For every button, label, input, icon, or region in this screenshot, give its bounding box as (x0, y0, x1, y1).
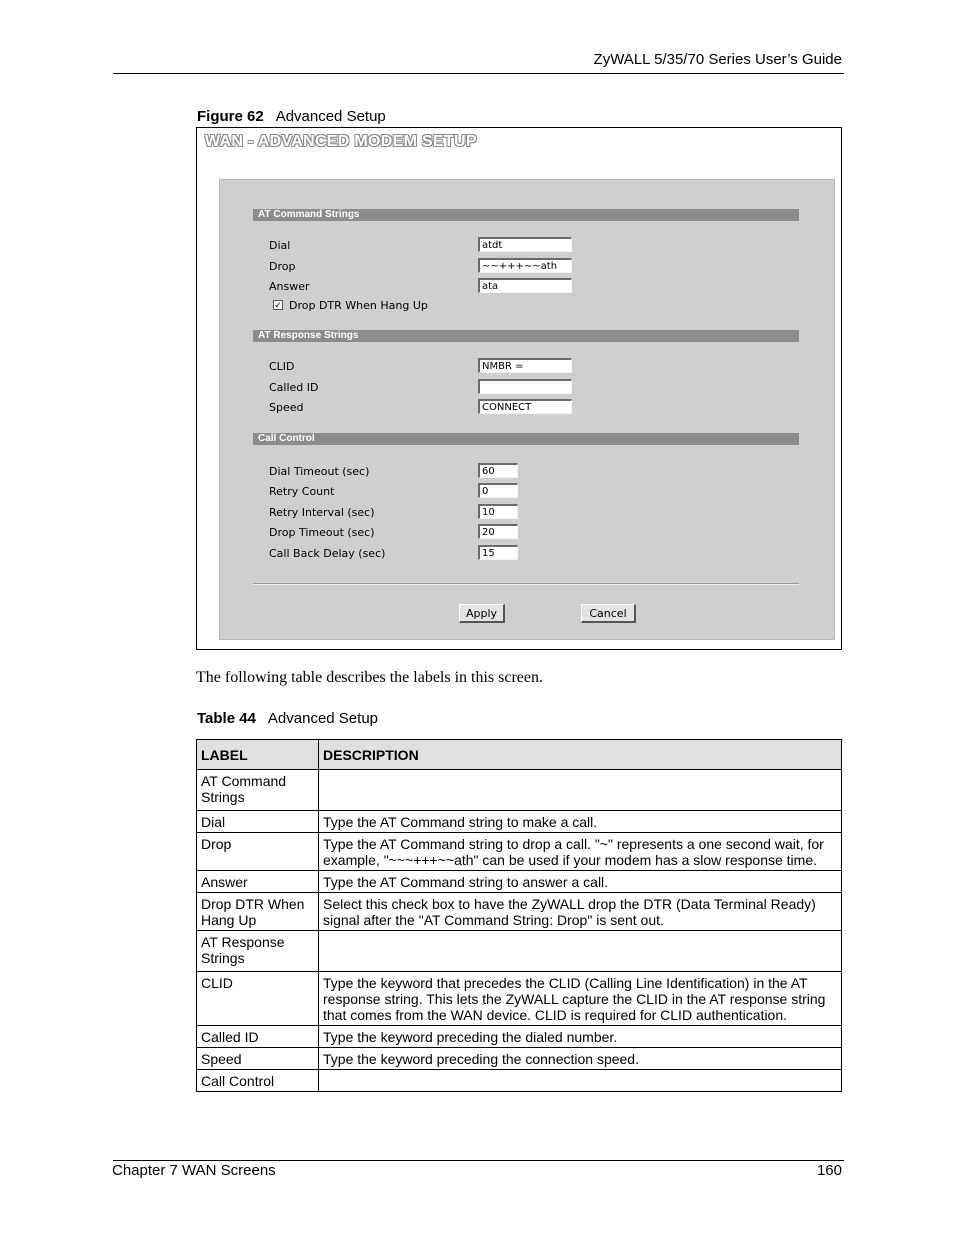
figure-label: Figure 62 (197, 108, 264, 125)
settings-panel (219, 179, 835, 640)
answer-label: Answer (269, 280, 310, 293)
drop-label: Drop (269, 260, 296, 273)
row-description (319, 931, 842, 972)
row-label: AT Command Strings (197, 770, 319, 811)
drop-timeout-label: Drop Timeout (sec) (269, 526, 375, 539)
row-description (319, 770, 842, 811)
table-row (197, 1026, 842, 1048)
row-label: Dial (197, 811, 319, 833)
row-description: Type the AT Command string to drop a call. "~" represents a one second wait, for example, "~~~+++~~ath" can be used if your modem has a slow response time. (319, 833, 842, 871)
row-label: Drop DTR When Hang Up (197, 893, 319, 931)
row-description: Type the keyword preceding the dialed number. (319, 1026, 842, 1048)
called-id-label: Called ID (269, 381, 319, 394)
retry-interval-label: Retry Interval (sec) (269, 506, 375, 519)
drop-dtr-checkbox[interactable]: ✓ (274, 300, 282, 310)
table-row (197, 1048, 842, 1070)
retry-count-label: Retry Count (269, 485, 335, 498)
answer-input[interactable]: ata (478, 278, 572, 293)
section-bar-call-control: Call Control (253, 433, 799, 445)
row-label: Drop (197, 833, 319, 871)
drop-timeout-input[interactable]: 20 (478, 524, 518, 539)
row-description: Type the keyword that precedes the CLID (Calling Line Identification) in the AT response string. This lets the ZyWALL capture the CLID in the AT response string that comes from the WAN device. CLID is required for CLID authentication. (319, 972, 842, 1026)
figure-screenshot (196, 127, 842, 650)
call-back-delay-label: Call Back Delay (sec) (269, 547, 386, 560)
retry-count-input[interactable]: 0 (478, 483, 518, 498)
table-header-row (197, 740, 842, 770)
called-id-input[interactable] (478, 379, 572, 394)
table-caption (197, 710, 378, 727)
table-row (197, 871, 842, 893)
row-label: Answer (197, 871, 319, 893)
cancel-button[interactable]: Cancel (581, 604, 636, 623)
figure-title: Advanced Setup (275, 108, 386, 125)
speed-label: Speed (269, 401, 304, 414)
table-title: Advanced Setup (267, 710, 379, 727)
dial-timeout-label: Dial Timeout (sec) (269, 465, 370, 478)
section-bar-at-response: AT Response Strings (253, 330, 799, 342)
clid-label: CLID (269, 360, 295, 373)
dial-timeout-input[interactable]: 60 (478, 463, 518, 478)
table-label: Table 44 (197, 710, 256, 727)
dial-label: Dial (269, 239, 291, 252)
clid-input[interactable]: NMBR = (478, 358, 572, 373)
row-description: Select this check box to have the ZyWALL drop the DTR (Data Terminal Ready) signal after the "AT Command String: Drop" is sent out. (319, 893, 842, 931)
intro-paragraph: The following table describes the labels in this screen. (196, 669, 544, 686)
running-header-title: ZyWALL 5/35/70 Series User’s Guide (593, 51, 842, 68)
footer-chapter: Chapter 7 WAN Screens (112, 1162, 276, 1179)
apply-button[interactable]: Apply (459, 604, 505, 623)
table-row (197, 811, 842, 833)
table-row (197, 931, 842, 972)
table-row (197, 770, 842, 811)
form-separator (253, 583, 799, 585)
retry-interval-input[interactable]: 10 (478, 504, 518, 519)
row-label: CLID (197, 972, 319, 1026)
section-bar-at-command: AT Command Strings (253, 209, 799, 221)
footer-rule (113, 1160, 844, 1161)
drop-input[interactable]: ~~+++~~ath (478, 258, 572, 273)
row-description: Type the keyword preceding the connection speed. (319, 1048, 842, 1070)
header-rule (113, 73, 844, 74)
label-description-table (196, 739, 842, 1092)
table-row (197, 893, 842, 931)
call-back-delay-input[interactable]: 15 (478, 545, 518, 560)
table-row (197, 833, 842, 871)
row-label: AT Response Strings (197, 931, 319, 972)
row-label: Call Control (197, 1070, 319, 1092)
row-description: Type the AT Command string to make a call. (319, 811, 842, 833)
header-description: DESCRIPTION (319, 740, 842, 770)
dial-input[interactable]: atdt (478, 237, 572, 252)
header-label: LABEL (197, 740, 319, 770)
row-label: Speed (197, 1048, 319, 1070)
table-row (197, 972, 842, 1026)
table-row (197, 1070, 842, 1092)
footer-page-number: 160 (816, 1162, 842, 1179)
row-description (319, 1070, 842, 1092)
speed-input[interactable]: CONNECT (478, 399, 572, 414)
figure-caption (197, 108, 386, 125)
drop-dtr-label: Drop DTR When Hang Up (289, 299, 428, 312)
row-label: Called ID (197, 1026, 319, 1048)
screen-title: WAN - ADVANCED MODEM SETUP (205, 133, 477, 150)
row-description: Type the AT Command string to answer a call. (319, 871, 842, 893)
